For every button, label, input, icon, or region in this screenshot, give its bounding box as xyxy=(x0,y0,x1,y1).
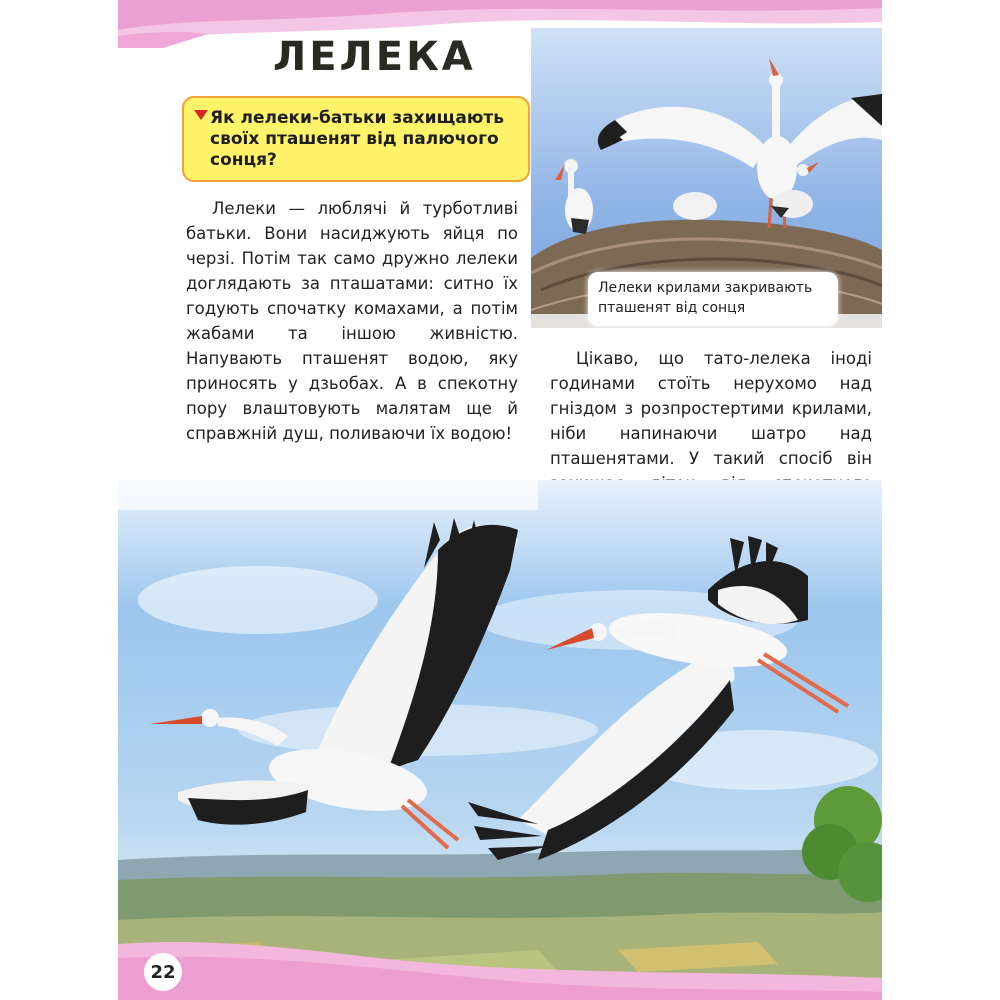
page-number: 22 xyxy=(144,953,182,991)
body-paragraph: Лелеки — люблячі й турботливі батьки. Вони насиджують яйця по черзі. Потім так само дружно лелеки доглядають за пташатами: ситно їх годують спочатку комахами, а потім жабами та іншою живністю. Напувають пташенят водою, яку приносять у дзьобах. А в спекотну пору влаштовують малятам ще й справжній душ, поливаючи їх водою! xyxy=(186,199,518,443)
page-title: ЛЕЛЕКА xyxy=(273,34,476,80)
question-text: Як лелеки-батьки захищають своїх пташенят від палючого сонця? xyxy=(210,108,504,170)
triangle-marker-icon xyxy=(194,110,208,120)
photo-caption: Лелеки крилами закривають пташенят від сонця xyxy=(588,272,838,326)
question-box xyxy=(182,96,530,182)
flying-storks-photo xyxy=(118,480,882,1000)
fact-paragraph: Цікаво, що тато-лелека іноді годинами стоїть нерухомо над гніздом з розпростертими крилами, ніби напинаючи шатро над пташенятами. У такий спосіб він xyxy=(550,349,872,468)
book-page xyxy=(118,0,882,1000)
bottom-decorative-band xyxy=(118,940,882,1000)
